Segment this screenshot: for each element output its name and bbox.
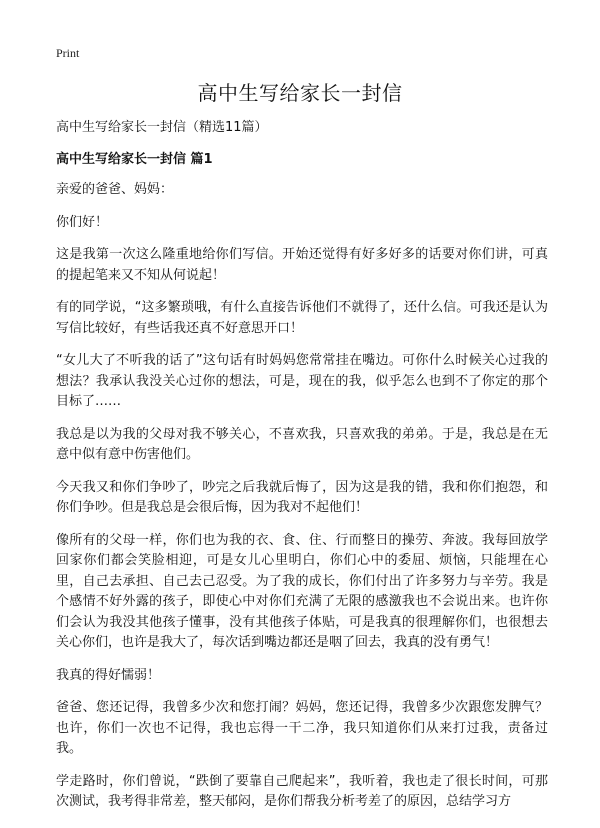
- paragraph: 这是我第一次这么隆重地给你们写信。开始还觉得有好多好多的话要对你们讲，可真的提起笔来又不知从何说起！: [56, 247, 548, 283]
- paragraph: “女儿大了不听我的话了”这句话有时妈妈您常常挂在嘴边。可你什么时候关心过我的想法？我承认我没关心过你的想法，可是，现在的我，似乎怎么也到不了你定的那个目标了……: [56, 353, 548, 409]
- paragraph: 今天我又和你们争吵了，吵完之后我就后悔了，因为这是我的错，我和你们抱怨，和你们争吵。但是我总是会很后悔，因为我对不起他们！: [56, 479, 548, 515]
- page-title: 高中生写给家长一封信: [197, 81, 403, 105]
- salutation: 亲爱的爸爸、妈妈：: [56, 182, 174, 197]
- paragraph: 像所有的父母一样，你们也为我的衣、食、住、行而整日的操劳、奔波。我每回放学回家你们都会笑脸相迎，可是女儿心里明白，你们心中的委屈、烦恼，只能埋在心里，自己去承担、自己去己忍受。为了我的成长，你们付出了许多努力与辛劳。我是个感情不好外露的孩子，即使心中对你们充满了无限的感激我也不会说出来。也许你们会认为我没其他孩子懂事，没有其他孩子体贴，可是我真的很理解你们，也很想去关心你们，也许是我大了，每次话到嘴边都还是咽了回去，我真的没有勇气！: [56, 532, 548, 650]
- paragraph: 我总是以为我的父母对我不够关心，不喜欢我，只喜欢我的弟弟。于是，我总是在无意中似有意中伤害他们。: [56, 426, 548, 462]
- paragraph: 爸爸、您还记得，我曾多少次和您打闹？妈妈，您还记得，我曾多少次跟您发脾气？也许，你们一次也不记得，我也忘得一干二净，我只知道你们从来打过我，责备过我。: [56, 700, 548, 756]
- paragraph: 我真的得好懦弱！: [56, 667, 161, 683]
- document-subtitle: 高中生写给家长一封信（精选11篇）: [56, 120, 268, 135]
- section-heading: 高中生写给家长一封信 篇1: [56, 152, 213, 167]
- letter-body: [56, 180, 548, 825]
- greeting: 你们好！: [56, 214, 109, 230]
- paragraph: 学走路时，你们曾说，“跌倒了要靠自己爬起来”，我听着，我也走了很长时间，可那次测试，我考得非常差，整天郁闷，是你们帮我分析考差了的原因，总结学习方: [56, 773, 548, 809]
- print-link[interactable]: Print: [56, 46, 80, 60]
- paragraph: 有的同学说，“这多繁琐哦，有什么直接告诉他们不就得了，还什么信。可我还是认为写信比较好，有些话我还真不好意思开口！: [56, 300, 548, 336]
